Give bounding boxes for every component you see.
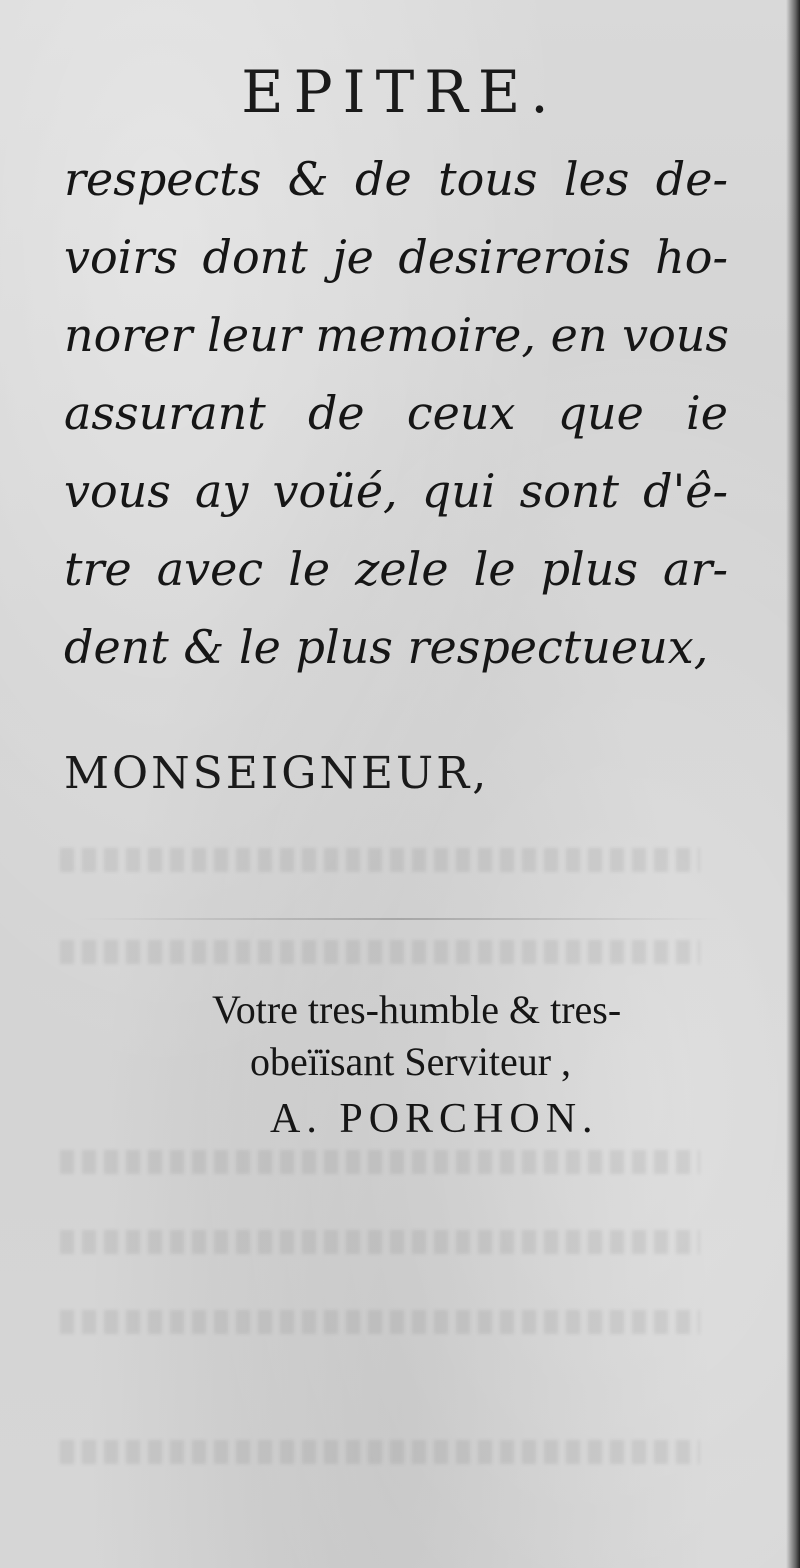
body-line: voirs dont je desirerois ho- — [64, 230, 728, 284]
body-line: respects & de tous les de- — [64, 152, 728, 206]
body-line: vous ay voüé, qui sont d'ê- — [64, 464, 728, 518]
author-name: A. PORCHON. — [270, 1096, 599, 1142]
page-heading: EPITRE. — [241, 58, 559, 126]
paper-fold — [80, 918, 720, 920]
closing-line: obeïïsant Serviteur , — [250, 1039, 572, 1084]
signature-block — [212, 984, 732, 1150]
salutation: MONSEIGNEUR, — [64, 748, 490, 799]
page-edge-shadow — [786, 0, 800, 1568]
body-line: dent & le plus respectueux, — [64, 620, 709, 674]
show-through-text — [60, 1310, 700, 1334]
show-through-text — [60, 1230, 700, 1254]
show-through-text — [60, 1440, 700, 1464]
body-line: norer leur memoire, en vous — [64, 308, 730, 362]
body-line: tre avec le zele le plus ar- — [64, 542, 728, 596]
body-paragraph — [64, 140, 728, 686]
show-through-text — [60, 1150, 700, 1174]
show-through-text — [60, 848, 700, 872]
closing-line: Votre tres-humble & tres- — [212, 987, 622, 1032]
body-line: assurant de ceux que ie — [64, 386, 728, 440]
show-through-text — [60, 940, 700, 964]
